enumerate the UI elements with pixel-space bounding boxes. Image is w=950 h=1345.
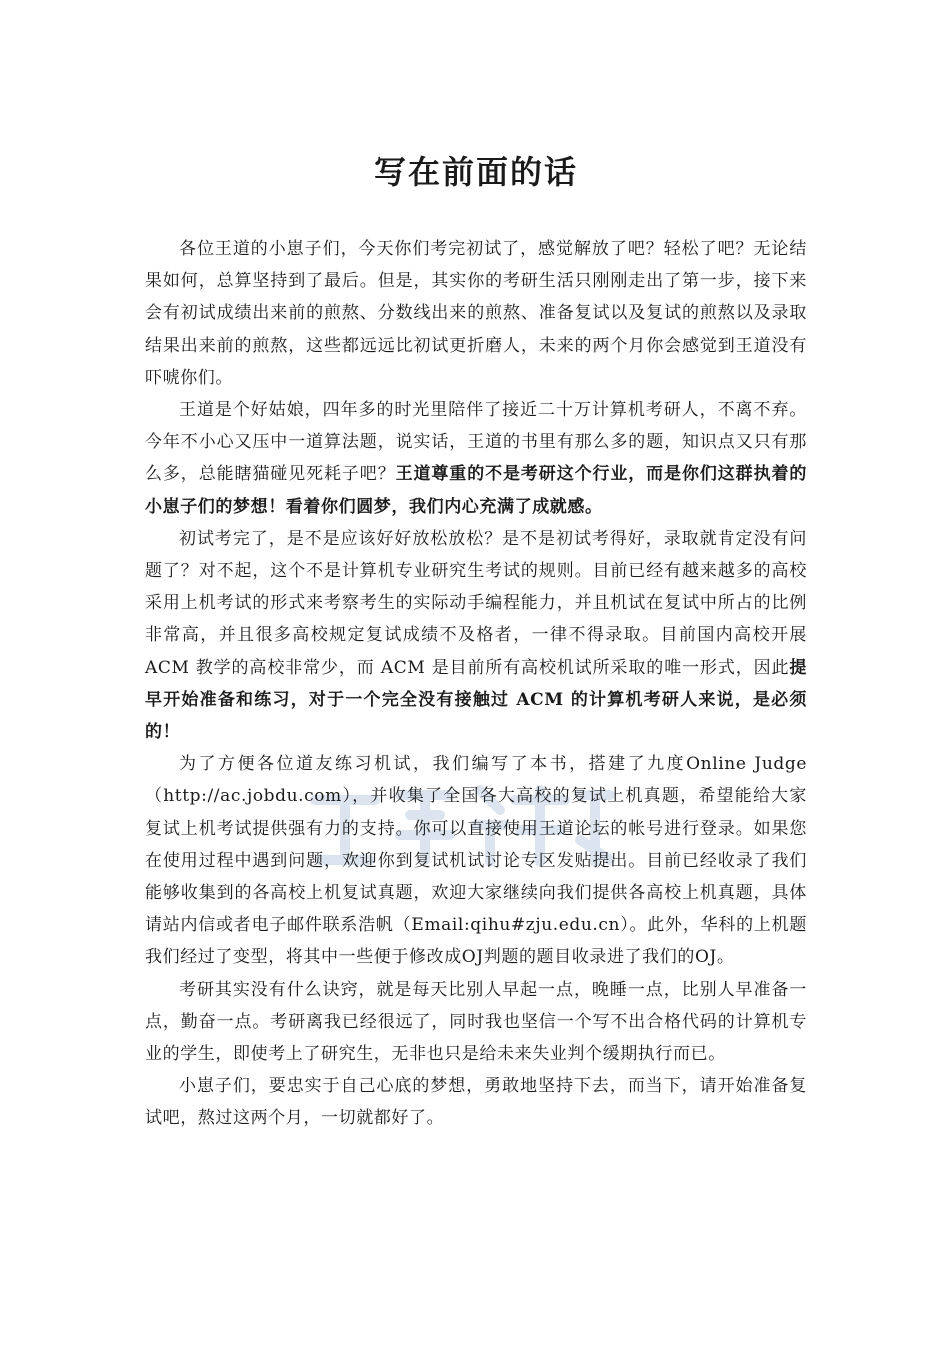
body-paragraph-2 [145,394,807,523]
body-paragraph-6 [145,1070,807,1134]
body-paragraph-3 [145,523,807,748]
body-paragraph-4 [145,748,807,973]
paragraph-text: 为了方便各位道友练习机试，我们编写了本书，搭建了九度Online Judge（http://ac.jobdu.com），并收集了全国各大高校的复试上机真题，希望能给大家复试上机考试提供强有力的支持。你可以直接使用王道论坛的帐号进行登录。如果您在使用过程中遇到问题，欢迎你到复试机试讨论专区发贴提出。目前已经收录了我们能够收集到的各高校上机复试真题，欢迎大家继续向我们提供各高校上机真题，具体请站内信或者电子邮件联系浩帆（Email:qihu#zju.edu.cn）。此外，华科的上机题我们经过了变型，将其中一些便于修改成OJ判题的题目收录进了我们的OJ。 [145,754,807,968]
paragraph-text: 王道是个好姑娘，四年多的时光里陪伴了接近二十万计算机考研人，不离不弃。今年不小心又压中一道算法题，说实话，王道的书里有那么多的题，知识点又只有那么多，总能瞎猫碰见死耗子吧？ [145,400,807,485]
paragraph-text: 考研其实没有什么诀窍，就是每天比别人早起一点，晚睡一点，比别人早准备一点，勤奋一点。考研离我已经很远了，同时我也坚信一个写不出合格代码的计算机专业的学生，即使考上了研究生，无非也只是给未来失业判个缓期执行而已。 [145,979,807,1065]
document-body [145,233,807,1135]
paragraph-text: 各位王道的小崽子们，今天你们考完初试了，感觉解放了吧？轻松了吧？无论结果如何，总算坚持到了最后。但是，其实你的考研生活只刚刚走出了第一步，接下来会有初试成绩出来前的煎熬、分数线出来的煎熬、准备复试以及复试的煎熬以及录取结果出来前的煎熬，这些都远远比初试更折磨人，未来的两个月你会感觉到王道没有吓唬你们。 [145,239,807,388]
paragraph-text: 小崽子们，要忠实于自己心底的梦想，勇敢地坚持下去，而当下，请开始准备复试吧，熬过这两个月，一切就都好了。 [145,1076,807,1129]
body-paragraph-1 [145,233,807,394]
emphasis-text: 王道尊重的不是考研这个行业，而是你们这群执着的小崽子们的梦想！看着你们圆梦，我们内心充满了成就感。 [145,464,807,517]
paragraph-text: 初试考完了，是不是应该好好放松放松？是不是初试考得好，录取就肯定没有问题了？对不起，这个不是计算机专业研究生考试的规则。目前已经有越来越多的高校采用上机考试的形式来考察考生的实际动手编程能力，并且机试在复试中所占的比例非常高，并且很多高校规定复试成绩不及格者，一律不得录取。目前国内高校开展 ACM 教学的高校非常少，而 ACM 是目前所有高校机试所采取的唯一形式，因此 [145,528,807,678]
page-title: 写在前面的话 [373,153,578,191]
emphasis-text: 提早开始准备和练习，对于一个完全没有接触过 ACM 的计算机考研人来说，是必须的！ [145,657,807,743]
body-paragraph-5 [145,974,807,1071]
